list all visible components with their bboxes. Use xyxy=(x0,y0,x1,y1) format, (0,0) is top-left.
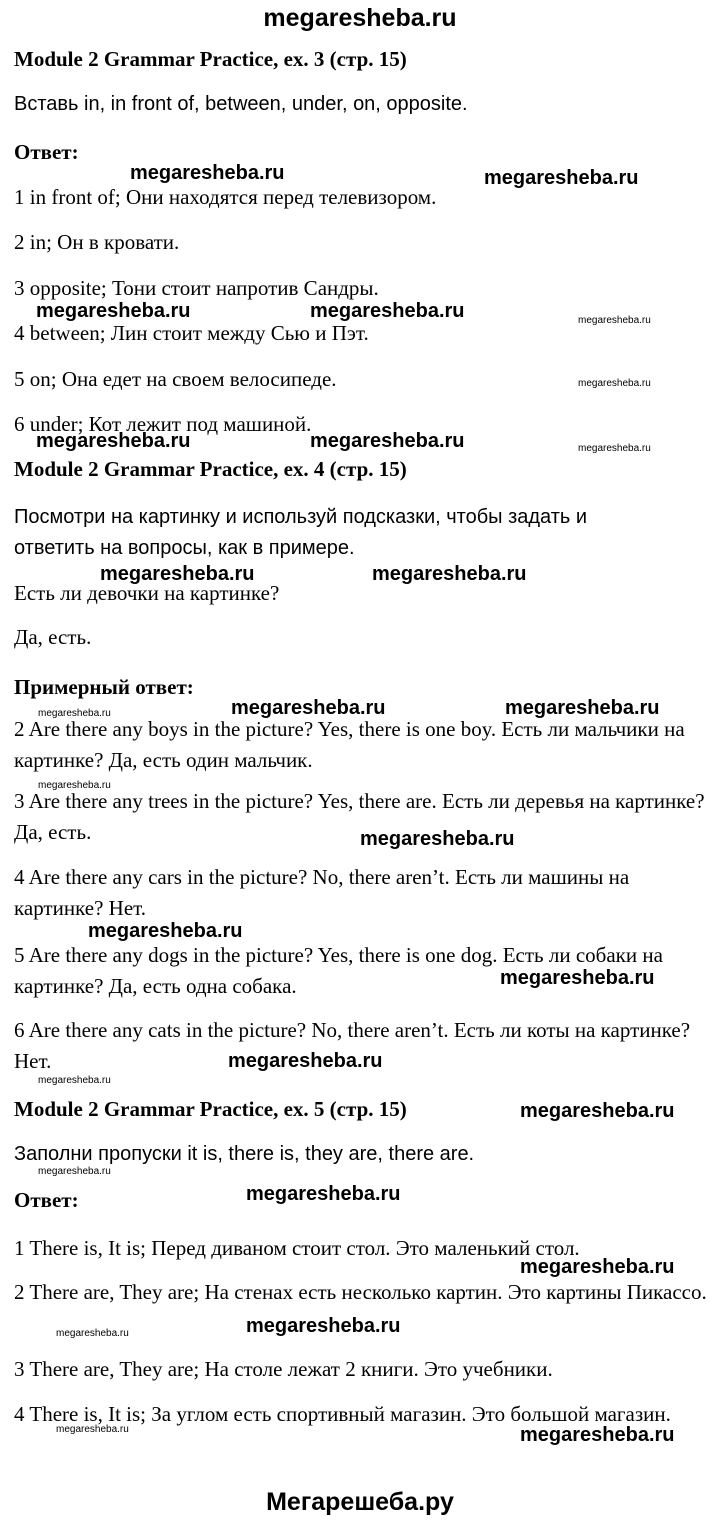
watermark: megaresheba.ru xyxy=(36,430,191,452)
watermark: megaresheba.ru xyxy=(100,563,255,585)
section-1-title: Module 2 Grammar Practice, ex. 3 (стр. 15) xyxy=(14,47,407,71)
watermark: megaresheba.ru xyxy=(38,780,111,791)
watermark: megaresheba.ru xyxy=(38,1166,111,1177)
section-2-example-question: Есть ли девочки на картинке? xyxy=(14,581,280,605)
watermark: megaresheba.ru xyxy=(360,828,515,850)
watermark: megaresheba.ru xyxy=(310,430,465,452)
section-2-item-3: 3 Are there any trees in the picture? Yes, there are. Есть ли деревья на картинке? Да, есть. xyxy=(14,789,705,844)
watermark: megaresheba.ru xyxy=(505,697,660,719)
section-3-item-4: 4 There is, It is; За углом есть спортивный магазин. Это большой магазин. xyxy=(14,1402,671,1426)
watermark: megaresheba.ru xyxy=(56,1424,129,1435)
section-3-task: Заполни пропуски it is, there is, they are, there are. xyxy=(14,1143,475,1165)
section-2-title: Module 2 Grammar Practice, ex. 4 (стр. 15) xyxy=(14,457,407,481)
watermark: megaresheba.ru xyxy=(246,1183,401,1205)
section-3-item-2: 2 There are, They are; На стенах есть несколько картин. Это картины Пикассо. xyxy=(14,1280,707,1304)
section-3-title: Module 2 Grammar Practice, ex. 5 (стр. 15) xyxy=(14,1097,407,1121)
watermark: megaresheba.ru xyxy=(484,167,639,189)
section-3-answer-label: Ответ: xyxy=(14,1188,79,1212)
section-1-item-5: 5 on; Она едет на своем велосипеде. xyxy=(14,367,337,391)
section-1-item-4: 4 between; Лин стоит между Сью и Пэт. xyxy=(14,321,369,345)
section-2-task: Посмотри на картинку и используй подсказки, чтобы задать и ответить на вопросы, как в примере. xyxy=(14,506,588,559)
watermark: megaresheba.ru xyxy=(38,1075,111,1086)
watermark: megaresheba.ru xyxy=(500,967,655,989)
watermark: megaresheba.ru xyxy=(246,1315,401,1337)
watermark: megaresheba.ru xyxy=(228,1050,383,1072)
watermark: megaresheba.ru xyxy=(520,1100,675,1122)
section-2-item-4: 4 Are there any cars in the picture? No, there aren’t. Есть ли машины на картинке? Нет. xyxy=(14,865,630,920)
watermark: megaresheba.ru xyxy=(88,920,243,942)
site-footer: Мегарешеба.ру xyxy=(266,1488,454,1516)
watermark: megaresheba.ru xyxy=(372,563,527,585)
section-2-answer-label: Примерный ответ: xyxy=(14,675,194,699)
section-2-example-answer: Да, есть. xyxy=(14,625,92,649)
section-1-item-1: 1 in front of; Они находятся перед телевизором. xyxy=(14,185,437,209)
watermark: megaresheba.ru xyxy=(310,300,465,322)
site-header: megaresheba.ru xyxy=(263,4,457,32)
section-2-item-5: 5 Are there any dogs in the picture? Yes, there is one dog. Есть ли собаки на картинке? Да, есть одна собака. xyxy=(14,943,663,998)
watermark: megaresheba.ru xyxy=(578,378,651,389)
watermark: megaresheba.ru xyxy=(38,708,111,719)
watermark: megaresheba.ru xyxy=(578,315,651,326)
watermark: megaresheba.ru xyxy=(578,443,651,454)
watermark: megaresheba.ru xyxy=(231,697,386,719)
watermark: megaresheba.ru xyxy=(130,162,285,184)
section-2-item-6: 6 Are there any cats in the picture? No, there aren’t. Есть ли коты на картинке? Нет. xyxy=(14,1018,691,1073)
section-1-answer-label: Ответ: xyxy=(14,140,79,164)
section-1-item-2: 2 in; Он в кровати. xyxy=(14,230,180,254)
section-1-task: Вставь in, in front of, between, under, on, opposite. xyxy=(14,93,468,115)
section-2-item-2: 2 Are there any boys in the picture? Yes, there is one boy. Есть ли мальчики на картинке? Да, есть один мальчик. xyxy=(14,717,685,772)
section-1-item-6: 6 under; Кот лежит под машиной. xyxy=(14,412,312,436)
section-3-item-1: 1 There is, It is; Перед диваном стоит стол. Это маленький стол. xyxy=(14,1236,580,1260)
section-1-item-3: 3 opposite; Тони стоит напротив Сандры. xyxy=(14,276,379,300)
watermark: megaresheba.ru xyxy=(520,1424,675,1446)
watermark: megaresheba.ru xyxy=(56,1328,129,1339)
watermark: megaresheba.ru xyxy=(36,300,191,322)
section-3-item-3: 3 There are, They are; На столе лежат 2 книги. Это учебники. xyxy=(14,1357,553,1381)
watermark: megaresheba.ru xyxy=(520,1256,675,1278)
